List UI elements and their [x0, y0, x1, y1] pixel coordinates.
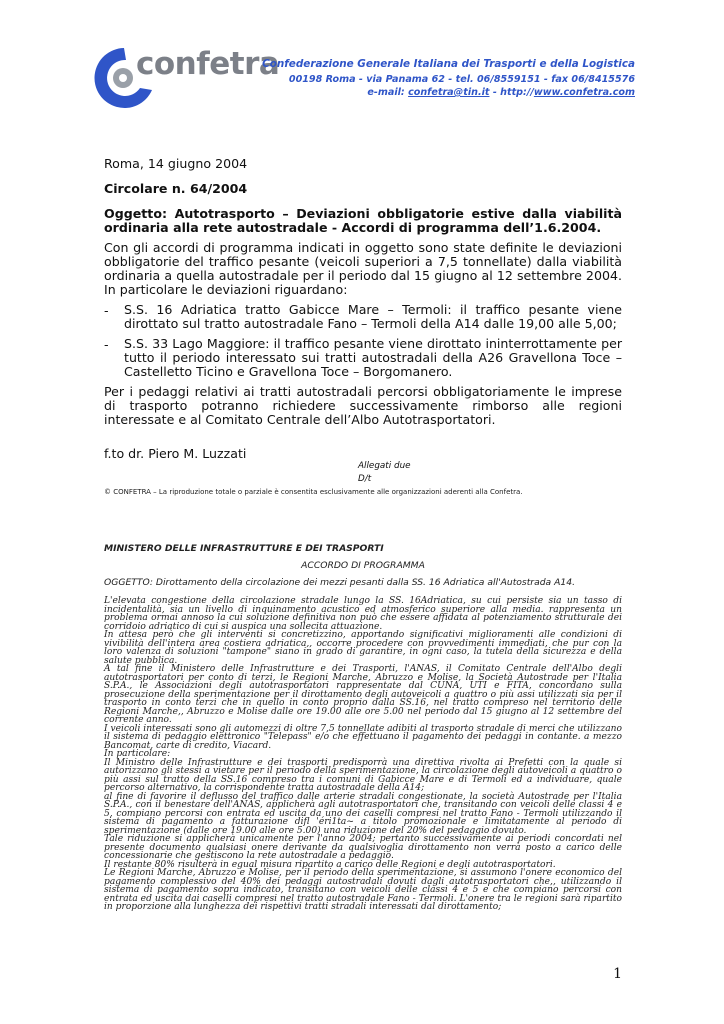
annex-paragraph: Il Ministro delle Infrastrutture e dei trasporti predisporrà una direttiva rivolta ai Prefetti con la quale si autorizzano gli stessi a vietare per il periodo della sperimentazione, la circolazione degli autoveicoli a quattro o più assi sul tratto della SS.16 compreso tra i comuni di Gabicce Mare e di Termoli ed a individuare, quale percorso alternativo, la corrispondente tratta autostradale della A14;	[104, 757, 622, 793]
signature: f.to dr. Piero M. Luzzati	[104, 446, 247, 461]
letter-pedaggi: Per i pedaggi relativi ai tratti autostradali percorsi obbligatoriamente le imprese di trasporto potranno richiedere successivamente rimborso alle regioni interessate e al Comitato Centrale dell’Albo Autotrasportatori.	[104, 384, 622, 427]
annex-paragraph: L'elevata congestione della circolazione stradale lungo la SS. 16Adriatica, su cui persiste sia un tasso di incidentalità, sia un livello di inquinamento acustico ed atmosferico superiore alla media. rappresenta un problema ormai annoso la cui soluzione definitiva non può che essere affidata al potenziamento strutturale dei corridoio adriatico di cui si auspica una sollecita attuazione.	[104, 596, 622, 632]
letter-intro: Con gli accordi di programma indicati in oggetto sono state definite le deviazioni obbligatorie del traffico pesante (veicoli superiori a 7,5 tonnellate) dalla viabilità ordinaria a quella autostradale per il periodo dal 15 giugno al 12 settembre 2004. In particolare le deviazioni riguardano:	[104, 240, 622, 297]
dt-note: D/t	[358, 474, 372, 484]
org-address: 00198 Roma - via Panama 62 - tel. 06/8559151 - fax 06/8415576	[288, 74, 635, 85]
email-label: e-mail:	[367, 87, 405, 98]
ministry-heading: MINISTERO DELLE INFRASTRUTTURE E DEI TRASPORTI	[104, 543, 384, 554]
list-dash: -	[104, 337, 109, 352]
annex-paragraph: I veicoli interessati sono gli automezzi di oltre 7,5 tonnellate adibiti al trasporto stradale di merci che utilizzano il sistema di pedaggio elettronico "Telepass" e/o che effettuano il pagamento dei pedaggi in contante. a mezzo Bancomat, carte di credito, Viacard.	[104, 723, 622, 751]
confetra-logo	[86, 42, 280, 114]
annex-paragraph: In particolare:	[104, 749, 171, 759]
allegati-note: Allegati due	[358, 461, 411, 471]
list-dash: -	[104, 303, 109, 318]
web-label: http://	[500, 87, 534, 98]
web-link[interactable]: www.confetra.com	[533, 87, 635, 98]
logo-text: confetra	[136, 46, 280, 82]
annex-body	[104, 597, 622, 912]
annex-paragraph: Il restante 80% risulterà in egual misura ripartito a carico delle Regioni e degli autotrasportatori.	[104, 859, 556, 870]
contact-separator: -	[492, 87, 501, 98]
org-name: Confederazione Generale Italiana dei Trasporti e della Logistica	[262, 58, 635, 70]
copyright-notice: © CONFETRA – La riproduzione totale o parziale è consentita esclusivamente alle organizzazioni aderenti alla Confetra.	[104, 488, 523, 496]
org-contacts	[367, 87, 635, 98]
annex-paragraph: A tal fine il Ministero delle Infrastrutture e dei Trasporti, l'ANAS, il Comitato Centrale dell'Albo degli autotrasportatori per conto di terzi, le Regioni Marche, Abruzzo e Molise, la Società Autostrade per l'Italia S.P.A., le Associazioni degli autotrasportatori rappresentate dal CUNA, UTI e FITA, concordano sulla prosecuzione della sperimentazione per il dirottamento degli autoveicoli a quattro o più assi utilizzati sia per il trasporto in conto terzi che in quello in conto proprio dalla SS.16, nel tratto compreso nel territorio delle Regioni Marche,, Abruzzo e Molise dalle ore 19.00 alle ore 5.00 nel periodo dal 15 giugno al 12 settembre del corrente anno.	[104, 664, 622, 725]
annex-paragraph: Tale riduzione si applicherà unicamente per l'anno 2004; pertanto successivamente ai periodi concordati nel presente documento qualsiasi onere derivante da qualsivoglia dirottamento non verrà posto a carico delle concessionarie che gestiscono la rete autostradale a pedaggio.	[104, 834, 622, 861]
annex-paragraph: al fine di favorire il deflusso del traffico dalle arterie stradali congestionate, la società Autostrade per l'Italia S.P.A., con il benestare dell'ANAS, applicherà agli autotrasportatori che, transitando con veicoli delle classi 4 e 5, compiano percorsi con entrata ed uscita da uno dei caselli compresi nel tratto Fano - Termoli utilizzando il sistema di pagamento a fatturazione difl 'éri1ta~ a titolo promozionale e limitatamente al periodo di sperimentazione (dalle ore 19.00 alle ore 5.00) una riduzione del 20% del pedaggio dovuto.	[104, 791, 622, 836]
list-item: S.S. 33 Lago Maggiore: il traffico pesante viene dirottato ininterrottamente per tutto il periodo interessato sui tratti autostradali della A26 Gravellona Toce – Castelletto Ticino e Gravellona Toce – Borgomanero.	[124, 336, 622, 379]
email-link[interactable]: confetra@tin.it	[408, 87, 490, 98]
page-number: 1	[613, 966, 622, 982]
annex-paragraph: In attesa però che gli interventi si concretizzino, apportando significativi miglioramenti alle condizioni di vivibilità dell'intera area costiera adriatica,, occorre procedere con provvedimenti immediati, che pur con la loro valenza di soluzioni "tampone" siano in grado di garantire, in ogni caso, la tutela della sicurezza e della salute pubblica.	[104, 630, 622, 666]
circolare-number: Circolare n. 64/2004	[104, 181, 248, 196]
annex-subject: OGGETTO: Dirottamento della circolazione dei mezzi pesanti dalla SS. 16 Adriatica all'Autostrada A14.	[104, 577, 575, 588]
list-item: S.S. 16 Adriatica tratto Gabicce Mare – Termoli: il traffico pesante viene dirottato sul tratto autostradale Fano – Termoli della A14 dalle 19,00 alle 5,00;	[124, 302, 622, 331]
annex-paragraph: Le Regioni Marche, Abruzzo e Molise, per il periodo della sperimentazione, si assumono l'onere economico del pagamento complessivo del 40% dei pedaggi autostradali dovuti dagli autotrasportatori che,, utilizzando il sistema di pagamento sopra indicato, transitano con veicoli delle classi 4 e 5 e che compiano percorsi con entrata ed uscita dai caselli compresi nel tratto autostradale Fano - Termoli. L'onere tra le regioni sarà ripartito in proporzione alla lunghezza dei rispettivi tratti stradali interessati dal dirottamento;	[104, 868, 622, 912]
accordo-heading: ACCORDO DI PROGRAMMA	[301, 560, 425, 571]
letter-subject: Oggetto: Autotrasporto – Deviazioni obbligatorie estive dalla viabilità ordinaria alla rete autostradale - Accordi di programma dell’1.6.2004.	[104, 206, 622, 235]
place-date: Roma, 14 giugno 2004	[104, 156, 248, 171]
